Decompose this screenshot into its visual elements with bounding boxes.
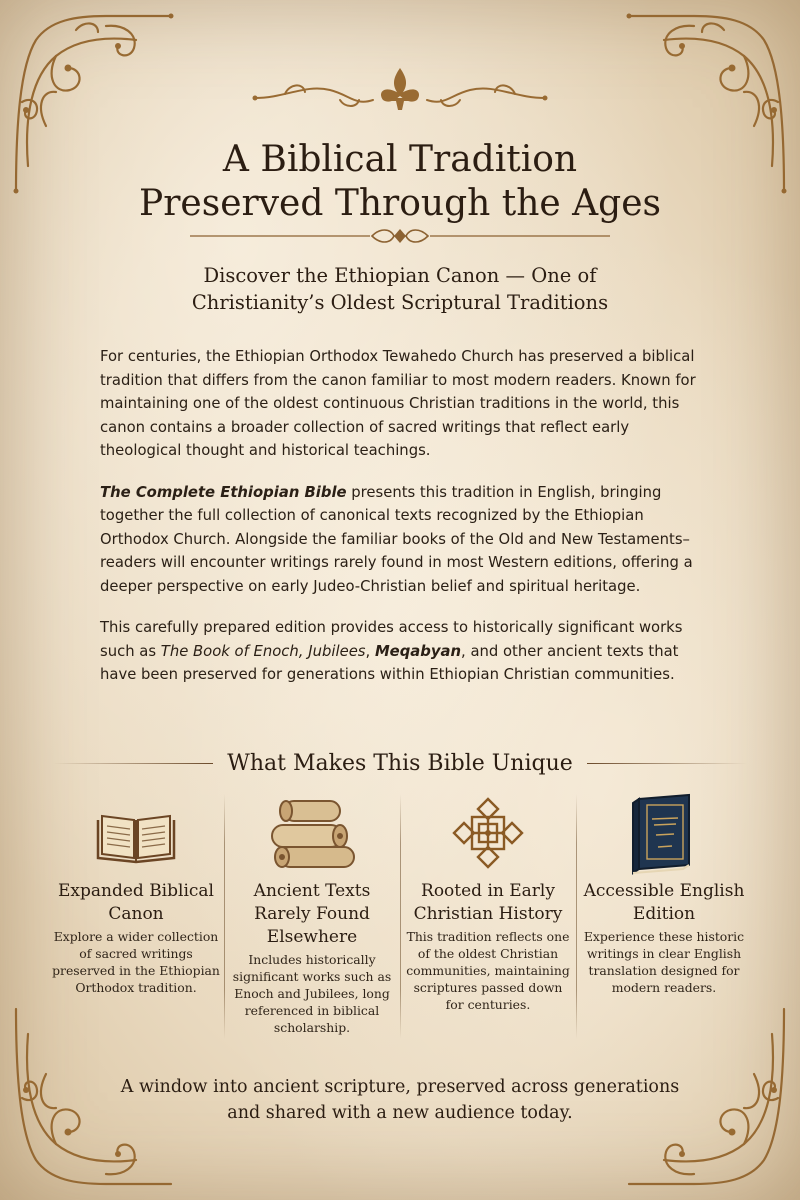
- feature-early-history: [400, 790, 576, 1050]
- feature-title: Rooted in Early Christian History: [413, 881, 563, 924]
- fleur-de-lis-flourish-icon: [245, 64, 555, 114]
- section-heading-text: What Makes This Bible Unique: [227, 750, 573, 776]
- feature-english-edition: [576, 790, 752, 1050]
- feature-text: Experience these historic writings in clear English translation designed for modern readers.: [583, 929, 745, 995]
- title-line-2: Preserved Through the Ages: [138, 183, 662, 224]
- intro-paragraph-1: For centuries, the Ethiopian Orthodox Tewahedo Church has preserved a biblical tradition that differs from the canon familiar to most modern readers. Known for maintaining one of the oldest continuous Christian traditions in the world, this canon contains a broader collection of sacred writings that reflect early theological thought and historical teachings.: [100, 348, 696, 459]
- feature-expanded-canon: [48, 790, 224, 1050]
- title-divider-ornament-icon: [190, 226, 610, 246]
- subtitle-line-1: Discover the Ethiopian Canon — One of: [203, 264, 597, 287]
- separator: ,: [365, 642, 375, 660]
- feature-ancient-texts: [224, 790, 400, 1050]
- feature-text: This tradition reflects one of the oldest Christian communities, maintaining scriptures passed down for centuries.: [406, 929, 570, 1012]
- bible-book-icon: [580, 790, 748, 876]
- heading-rule-right: [587, 763, 747, 764]
- feature-title: Ancient Texts Rarely Found Elsewhere: [253, 881, 371, 947]
- title-line-1: A Biblical Tradition: [222, 139, 578, 180]
- intro-paragraph-3: [100, 616, 704, 687]
- scrolls-icon: [228, 790, 396, 876]
- feature-title: Expanded Biblical Canon: [58, 881, 214, 924]
- intro-text: [100, 345, 704, 705]
- page-subtitle: [80, 262, 720, 316]
- feature-text: Includes historically significant works such as Enoch and Jubilees, long referenced in biblical scholarship.: [232, 952, 392, 1035]
- jubilees: Jubilees: [308, 642, 366, 660]
- closing-line-2: and shared with a new audience today.: [227, 1103, 573, 1123]
- heading-rule-left: [53, 763, 213, 764]
- intro-paragraph-2: [100, 481, 704, 599]
- open-book-icon: [52, 790, 220, 876]
- meqabyan: Meqabyan: [374, 642, 462, 660]
- book-of-enoch: The Book of Enoch,: [160, 642, 304, 660]
- closing-statement: [90, 1074, 710, 1126]
- feature-text: Explore a wider collection of sacred writings preserved in the Ethiopian Orthodox tradition.: [52, 929, 220, 995]
- subtitle-line-2: Christianity’s Oldest Scriptural Traditions: [191, 291, 609, 314]
- ethiopian-cross-icon: [404, 790, 572, 876]
- intro-paragraph-3-start: This carefully prepared edition provides access to historically significant works such as: [100, 619, 683, 660]
- closing-line-1: A window into ancient scripture, preserved across generations: [120, 1077, 680, 1097]
- feature-title: Accessible English Edition: [583, 881, 745, 924]
- intro-paragraph-3-end: , and other ancient texts that have been preserved for generations within Ethiopian Christian communities.: [100, 642, 679, 683]
- page-title: [60, 138, 740, 226]
- intro-paragraph-2-body: presents this tradition in English, bringing together the full collection of canonical texts recognized by the Ethiopian Orthodox Church. Alongside the familiar books of the Old and New Testaments–readers will encounter writings rarely found in most Western editions, offering a deeper perspective on early Judeo-Christian belief and spiritual heritage.: [100, 483, 693, 595]
- features-row: [48, 790, 752, 1050]
- book-title: The Complete Ethiopian Bible: [100, 483, 347, 501]
- section-heading: [40, 748, 760, 778]
